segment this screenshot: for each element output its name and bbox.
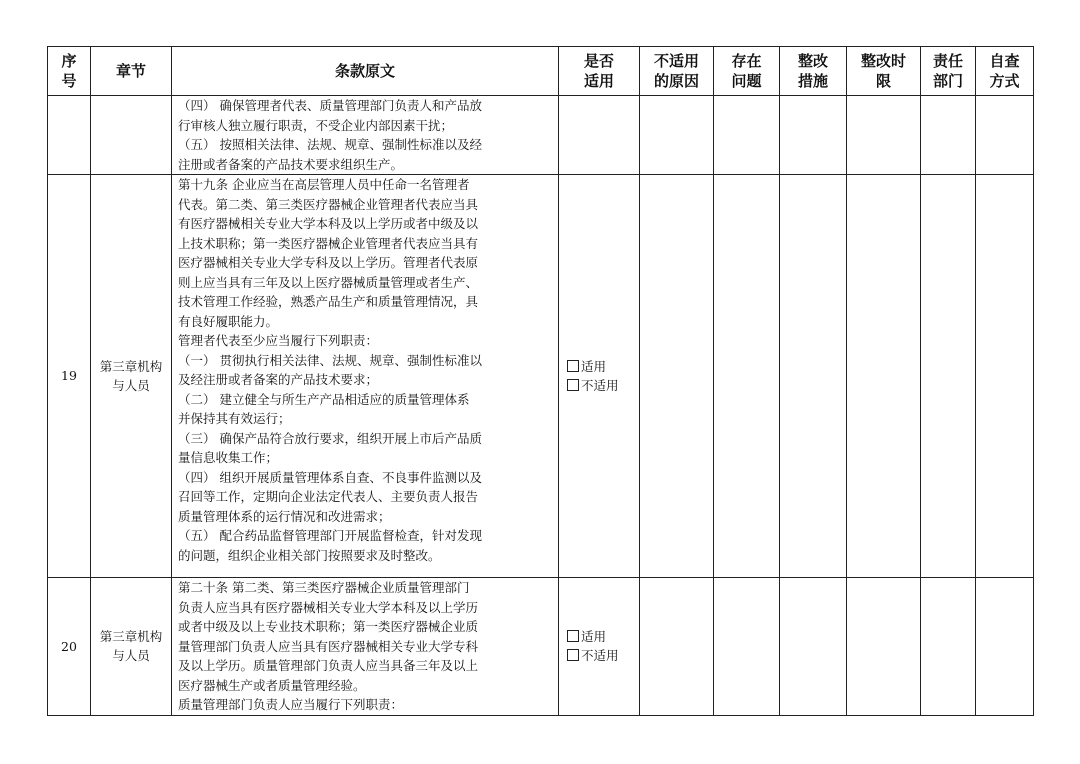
clause-line: （五） 配合药品监督管理部门开展监督检查，针对发现 <box>178 528 482 543</box>
inspection-method-cell[interactable] <box>976 578 1034 716</box>
reason-cell[interactable] <box>640 96 714 175</box>
chapter-cell: 第三章机构与人员 <box>91 578 172 716</box>
table-row <box>48 175 1034 578</box>
clause-line: 的问题，组织企业相关部门按照要求及时整改。 <box>178 547 441 563</box>
responsible-dept-cell[interactable] <box>921 96 976 175</box>
issue-cell[interactable] <box>714 96 780 175</box>
responsible-dept-cell[interactable] <box>921 175 976 578</box>
corrective-action-cell[interactable] <box>780 175 847 578</box>
clause-line: 行审核人独立履行职责，不受企业内部因素干扰； <box>178 117 454 133</box>
clause-line: 及以上学历。质量管理部门负责人应当具备三年及以上 <box>178 658 479 673</box>
chapter-cell <box>91 96 172 175</box>
header-cell: 自查 方式 <box>976 47 1034 96</box>
clause-line: 医疗器械生产或者质量管理经验。 <box>178 677 366 693</box>
clause-line: （二） 建立健全与所生产产品相适应的质量管理体系 <box>178 391 470 407</box>
clause-line: 或者中级及以上专业技术职称；第一类医疗器械企业质 <box>178 619 479 634</box>
clause-line: 有医疗器械相关专业大学本科及以上学历或者中级及以 <box>178 216 479 231</box>
corrective-action-cell[interactable] <box>780 578 847 716</box>
issue-cell[interactable] <box>714 578 780 716</box>
clause-line: （四） 组织开展质量管理体系自查、不良事件监测以及 <box>178 469 482 485</box>
reason-cell[interactable] <box>640 175 714 578</box>
seq-cell: 20 <box>48 578 91 716</box>
clause-line: 管理者代表至少应当履行下列职责： <box>178 333 379 348</box>
self-inspection-table <box>47 46 1034 716</box>
deadline-cell[interactable] <box>847 175 921 578</box>
clause-line: 有良好履职能力。 <box>178 313 279 329</box>
clause-line: 上技术职称；第一类医疗器械企业管理者代表应当具有 <box>178 235 479 251</box>
applicable-option[interactable] <box>567 646 639 666</box>
clause-line: 医疗器械相关专业大学专科及以上学历。管理者代表原 <box>178 255 479 270</box>
checkbox-icon[interactable] <box>567 379 579 391</box>
applicable-option[interactable] <box>567 357 639 377</box>
applicable-option-label: 适用 <box>581 358 607 374</box>
clause-line: 第十九条 企业应当在高层管理人员中任命一名管理者 <box>178 177 470 192</box>
applicable-cell <box>559 96 640 175</box>
clause-text-cell <box>172 96 559 175</box>
clause-line: 第二十条 第二类、第三类医疗器械企业质量管理部门 <box>178 580 470 595</box>
corrective-action-cell[interactable] <box>780 96 847 175</box>
clause-line: 质量管理部门负责人应当履行下列职责： <box>178 697 404 712</box>
clause-line: 量管理部门负责人应当具有医疗器械相关专业大学专科 <box>178 638 479 654</box>
clause-line: （一） 贯彻执行相关法律、法规、规章、强制性标准以 <box>178 352 482 368</box>
clause-line: 代表。第二类、第三类医疗器械企业管理者代表应当具 <box>178 196 479 212</box>
table-row <box>48 578 1034 716</box>
applicable-cell <box>559 578 640 716</box>
clause-line: 质量管理体系的运行情况和改进需求； <box>178 508 391 524</box>
header-cell: 不适用 的原因 <box>640 47 714 96</box>
clause-line: （四） 确保管理者代表、质量管理部门负责人和产品放 <box>178 98 482 113</box>
header-cell: 整改时 限 <box>847 47 921 96</box>
responsible-dept-cell[interactable] <box>921 578 976 716</box>
applicable-option-label: 不适用 <box>581 648 619 664</box>
clause-line: 注册或者备案的产品技术要求组织生产。 <box>178 156 404 172</box>
chapter-cell: 第三章机构与人员 <box>91 175 172 578</box>
header-cell: 责任 部门 <box>921 47 976 96</box>
clause-line: 负责人应当具有医疗器械相关专业大学本科及以上学历 <box>178 599 479 615</box>
applicable-option[interactable] <box>567 627 639 647</box>
checkbox-icon[interactable] <box>567 649 579 661</box>
deadline-cell[interactable] <box>847 96 921 175</box>
clause-line: 及经注册或者备案的产品技术要求； <box>178 372 379 387</box>
checkbox-icon[interactable] <box>567 630 579 642</box>
applicable-option-label: 不适用 <box>581 378 619 393</box>
clause-line: 量信息收集工作； <box>178 450 279 465</box>
applicable-option[interactable] <box>567 376 639 396</box>
applicable-cell <box>559 175 640 578</box>
applicable-option-label: 适用 <box>581 628 607 644</box>
header-cell: 是否 适用 <box>559 47 640 96</box>
header-cell: 整改 措施 <box>780 47 847 96</box>
clause-text-cell <box>172 578 559 716</box>
header-cell: 存在 问题 <box>714 47 780 96</box>
clause-line: （三） 确保产品符合放行要求，组织开展上市后产品质 <box>178 430 482 446</box>
clause-line: 并保持其有效运行； <box>178 411 291 426</box>
issue-cell[interactable] <box>714 175 780 578</box>
seq-cell <box>48 96 91 175</box>
inspection-method-cell[interactable] <box>976 96 1034 175</box>
seq-cell: 19 <box>48 175 91 578</box>
header-cell: 章节 <box>91 47 172 96</box>
clause-line: 则上应当具有三年及以上医疗器械质量管理或者生产、 <box>178 274 479 290</box>
clause-line: 召回等工作，定期向企业法定代表人、主要负责人报告 <box>178 489 479 504</box>
clause-text-cell <box>172 175 559 578</box>
header-cell: 序 号 <box>48 47 91 96</box>
reason-cell[interactable] <box>640 578 714 716</box>
clause-line: 技术管理工作经验，熟悉产品生产和质量管理情况，具 <box>178 294 479 309</box>
table-header-row <box>48 47 1034 96</box>
checkbox-icon[interactable] <box>567 360 579 372</box>
clause-line: （五） 按照相关法律、法规、规章、强制性标准以及经 <box>178 137 482 152</box>
table-body <box>48 96 1034 716</box>
deadline-cell[interactable] <box>847 578 921 716</box>
header-cell: 条款原文 <box>172 47 559 96</box>
inspection-method-cell[interactable] <box>976 175 1034 578</box>
table-row <box>48 96 1034 175</box>
